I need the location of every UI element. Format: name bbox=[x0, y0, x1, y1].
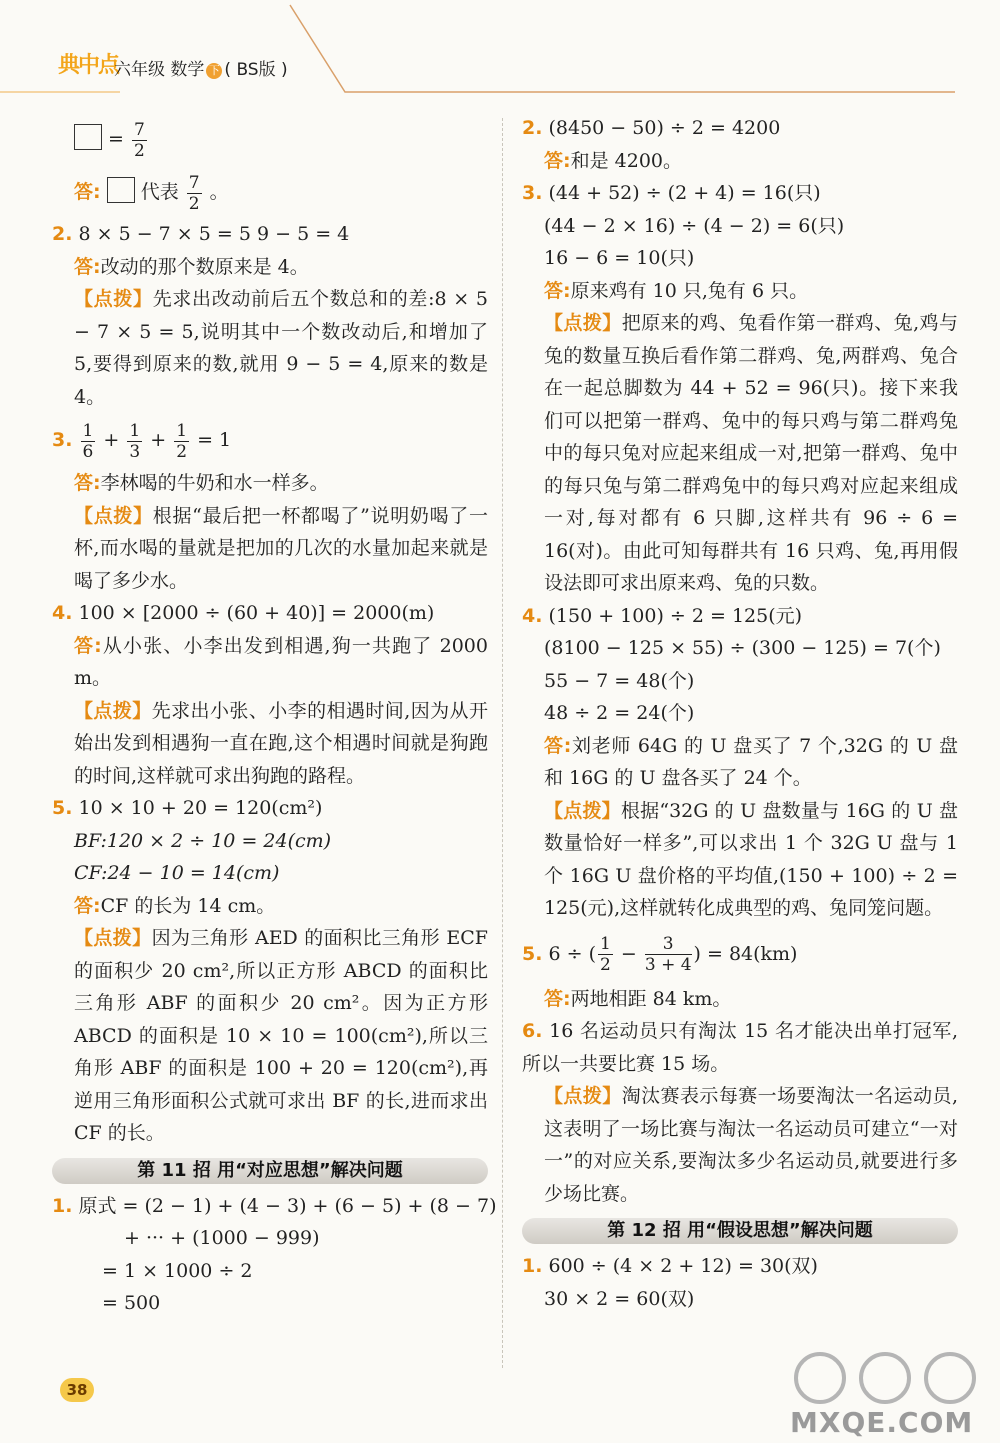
answer-label: 答: bbox=[74, 634, 102, 657]
tip-paragraph: 【点拨】先求出改动前后五个数总和的差:8 × 5 − 7 × 5 = 5,说明其中一个数改动后,和增加了 5,要得到原来的数,就用 9 − 5 = 4,原来的数是 4。 bbox=[74, 288, 488, 408]
equation: + ··· + (1000 − 999) bbox=[124, 1227, 320, 1249]
page-header bbox=[0, 0, 1000, 110]
page-number: 38 bbox=[60, 1378, 94, 1402]
answer-line: 答:刘老师 64G 的 U 盘买了 7 个,32G 的 U 盘和 16G 的 U 盘各买了 24 个。 bbox=[544, 734, 958, 789]
fraction: $\frac{7}{2}$ bbox=[188, 172, 200, 214]
equation: 600 ÷ (4 × 2 + 12) = 30(双) bbox=[548, 1255, 818, 1277]
problem-number: 3. bbox=[52, 429, 73, 451]
answer-line: 答:两地相距 84 km。 bbox=[544, 987, 732, 1010]
problem-number: 5. bbox=[52, 797, 73, 819]
watermark bbox=[790, 1348, 990, 1438]
equation: (44 + 52) ÷ (2 + 4) = 16(只) bbox=[548, 182, 821, 204]
tip-label: 【点拨】 bbox=[74, 699, 152, 722]
brand-logo: 典中点 bbox=[58, 53, 119, 78]
equation: (8100 − 125 × 55) ÷ (300 − 125) = 7(个) bbox=[544, 637, 941, 659]
equation: 10 × 10 + 20 = 120(cm²) bbox=[78, 797, 323, 819]
problem-5 bbox=[52, 792, 488, 825]
problem-4 bbox=[52, 597, 488, 630]
tip-label: 【点拨】 bbox=[544, 312, 622, 334]
equation: 55 − 7 = 48(个) bbox=[544, 669, 695, 692]
problem-5: 5. 6 ÷ ( $\frac{1}{2}$ − $\frac{3}{3 + 4}$ ) = 84(km) bbox=[522, 934, 798, 975]
book-title bbox=[114, 55, 288, 80]
problem-number: 4. bbox=[522, 604, 543, 627]
equation: 原式 = (2 − 1) + (4 − 3) + (6 − 5) + (8 − 7) bbox=[78, 1194, 497, 1217]
fraction: $\frac{7}{2}$ bbox=[134, 119, 145, 161]
equation: 30 × 2 = 60(双) bbox=[544, 1287, 695, 1310]
answer-line: 答:原来鸡有 10 只,兔有 6 只。 bbox=[544, 279, 809, 302]
edition-label: ( BS版 ) bbox=[224, 60, 288, 80]
equation: = 1 × 1000 ÷ 2 bbox=[102, 1259, 253, 1282]
problem-number: 6. bbox=[522, 1020, 543, 1042]
problem-1 bbox=[522, 1250, 958, 1283]
answer-label: 答: bbox=[544, 279, 571, 302]
blank-box-icon bbox=[74, 124, 102, 150]
answer-label: 答: bbox=[74, 472, 101, 494]
equation: (44 − 2 × 16) ÷ (4 − 2) = 6(只) bbox=[544, 214, 845, 237]
problem-number: 1. bbox=[522, 1255, 543, 1277]
equation: CF:24 − 10 = 14(cm) bbox=[74, 862, 280, 884]
tip-paragraph: 【点拨】淘汰赛表示每赛一场要淘汰一名运动员,这表明了一场比赛与淘汰一名运动员可建立“一对一”的对应关系,要淘汰多少名运动员,就要进行多少场比赛。 bbox=[544, 1085, 958, 1205]
answer-label: 答: bbox=[74, 894, 101, 917]
equation: 100 × [2000 ÷ (60 + 40)] = 2000(m) bbox=[78, 602, 435, 624]
problem-3: 3. $\frac{1}{6}$ + $\frac{1}{3}$ + $\frac{1}{2}$ = 1 bbox=[52, 420, 232, 462]
problem-number: 2. bbox=[522, 117, 543, 139]
tip-label: 【点拨】 bbox=[544, 1085, 622, 1107]
tip-paragraph: 【点拨】根据“最后把一杯都喝了”说明奶喝了一杯,而水喝的量就是把加的几次的水量加起来就是喝了多少水。 bbox=[74, 504, 488, 592]
answer-line: 答: 代表 $\frac{7}{2}$ 。 bbox=[74, 172, 229, 214]
problem-2 bbox=[522, 112, 958, 145]
answer-label: 答: bbox=[544, 734, 572, 757]
answer-line: 答:李林喝的牛奶和水一样多。 bbox=[74, 472, 329, 494]
tip-paragraph: 【点拨】把原来的鸡、兔看作第一群鸡、兔,鸡与兔的数量互换后看作第二群鸡、兔,两群鸡、兔合在一起总脚数为 44 + 52 = 96(只)。接下来我们可以把第一群鸡、兔中的每只鸡与第二群鸡兔中的每只兔对应起来组成一对,把第一群鸡、兔中的每只兔与第二群鸡兔中的每只鸡对应起来组成一对,每对都有 6 只脚,这样共有 96 ÷ 6 = 16(对)。由此可知每群共有 16 只鸡、兔,再用假设法即可求出原来鸡、兔的只数。 bbox=[544, 312, 958, 594]
answer-label: 答: bbox=[544, 987, 571, 1010]
tip-label: 【点拨】 bbox=[74, 504, 153, 527]
tip-paragraph: 【点拨】先求出小张、小李的相遇时间,因为从开始出发到相遇狗一直在跑,这个相遇时间就是狗跑的时间,这样就可求出狗跑的路程。 bbox=[74, 699, 488, 787]
problem-number: 4. bbox=[52, 602, 73, 624]
answer-line: 答:和是 4200。 bbox=[544, 149, 683, 172]
section-heading-11: 第 11 招 用“对应思想”解决问题 bbox=[52, 1158, 488, 1184]
problem-number: 5. bbox=[522, 942, 543, 965]
problem-6: 6. 16 名运动员只有淘汰 15 名才能决出单打冠军,所以一共要比赛 15 场。 bbox=[522, 1020, 959, 1075]
tip-label: 【点拨】 bbox=[74, 288, 153, 310]
equation: (150 + 100) ÷ 2 = 125(元) bbox=[548, 604, 803, 627]
grade-subject: 六年级 数学 bbox=[114, 60, 205, 80]
volume-badge: 下 bbox=[206, 63, 222, 79]
answer-label: 答: bbox=[544, 149, 571, 172]
answer-line: 答:从小张、小李出发到相遇,狗一共跑了 2000 m。 bbox=[74, 634, 488, 689]
watermark-logo-icon bbox=[790, 1348, 990, 1408]
blank-box-icon bbox=[107, 177, 135, 203]
equation: (8450 − 50) ÷ 2 = 4200 bbox=[548, 117, 781, 139]
section-heading-12: 第 12 招 用“假设思想”解决问题 bbox=[522, 1218, 958, 1244]
column-divider bbox=[502, 118, 503, 1368]
answer-label: 答: bbox=[74, 181, 101, 203]
equation: 48 ÷ 2 = 24(个) bbox=[544, 702, 695, 724]
answer-line: 答:改动的那个数原来是 4。 bbox=[74, 255, 309, 278]
answer-label: 答: bbox=[74, 255, 101, 278]
tip-paragraph: 【点拨】因为三角形 AED 的面积比三角形 ECF 的面积少 20 cm²,所以正方形 ABCD 的面积比三角形 ABF 的面积少 20 cm²。因为正方形 ABCD 的面积是 10 × 10 = 100(cm²),所以三角形 ABF 的面积是 100 + 20 = 120(cm²),再逆用三角形面积公式就可求出 BF 的长,进而求出 CF 的长。 bbox=[74, 927, 488, 1144]
right-column bbox=[522, 112, 958, 1315]
watermark-text: MXQE.COM bbox=[790, 1406, 974, 1439]
tip-paragraph: 【点拨】根据“32G 的 U 盘数量与 16G 的 U 盘数量恰好一样多”,可以求出 1 个 32G U 盘与 1 个 16G U 盘价格的平均值,(150 + 100) ÷ 2 = 125(元),这样就转化成典型的鸡、兔同笼问题。 bbox=[544, 799, 958, 919]
problem-2 bbox=[52, 218, 488, 251]
answer-line: 答:CF 的长为 14 cm。 bbox=[74, 894, 276, 917]
problem-4 bbox=[522, 600, 958, 633]
problem-number: 1. bbox=[52, 1194, 73, 1217]
problem-number: 2. bbox=[52, 223, 73, 245]
tip-label: 【点拨】 bbox=[74, 927, 152, 949]
problem-number: 3. bbox=[522, 182, 543, 204]
tip-label: 【点拨】 bbox=[544, 799, 621, 822]
equation: = 500 bbox=[102, 1292, 161, 1314]
equation: 16 − 6 = 10(只) bbox=[544, 247, 695, 269]
problem-3 bbox=[522, 177, 958, 210]
left-column bbox=[52, 112, 497, 1320]
answer-line: = $\frac{7}{2}$ bbox=[52, 112, 488, 166]
equation: 8 × 5 − 7 × 5 = 5 9 − 5 = 4 bbox=[78, 223, 350, 245]
problem-1 bbox=[52, 1190, 497, 1223]
equation: BF:120 × 2 ÷ 10 = 24(cm) bbox=[74, 829, 332, 852]
